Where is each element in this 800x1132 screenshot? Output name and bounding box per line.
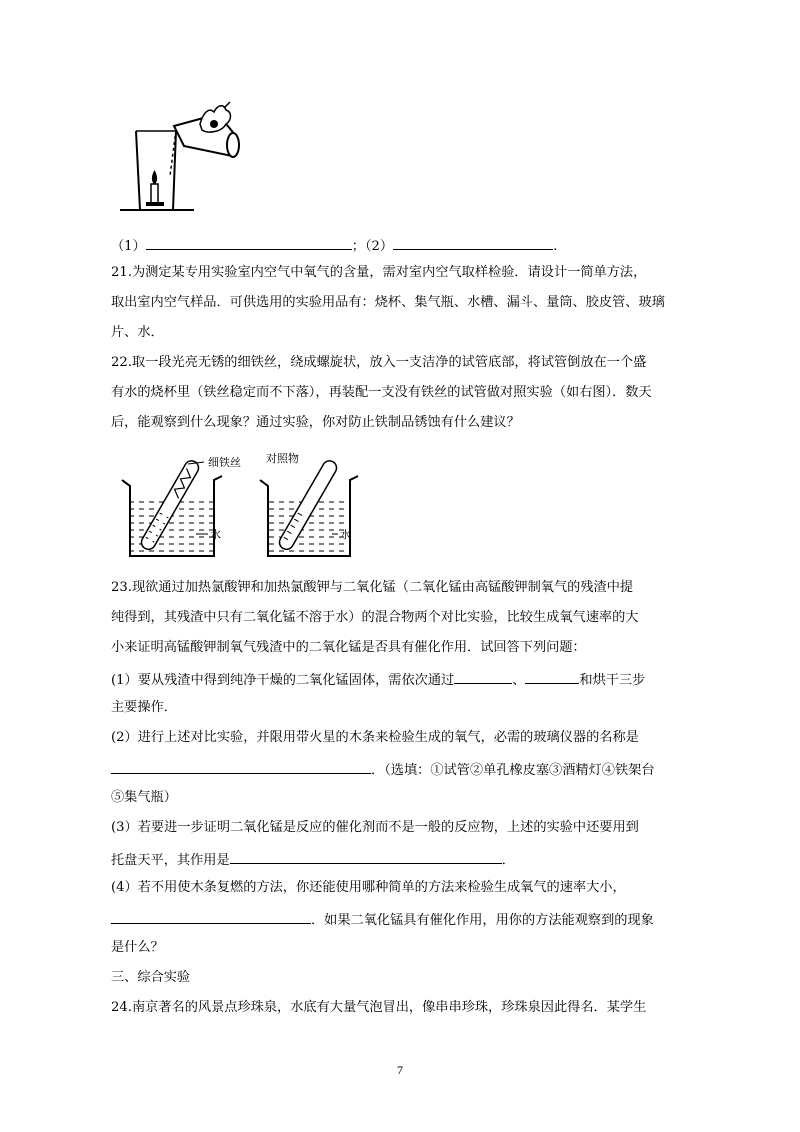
q23-part-4: (4）若不用使木条复燃的方法，你还能使用哪种简单的方法来检验生成氧气的速率大小， (111, 880, 626, 895)
q23-blank-5[interactable] (111, 909, 311, 924)
q23-part-1-end: 和烘干三步 (579, 673, 646, 688)
label-control: 对照物 (266, 452, 299, 465)
q22-line-1: 22.取一段光亮无锈的细铁丝，绕成螺旋状，放入一支洁净的试管底部，将试管倒放在一个盛 (111, 355, 647, 370)
q22-line-2: 有水的烧杯里（铁丝稳定而不下落），再装配一支没有铁丝的试管做对照实验（如右图）．数天 (111, 385, 652, 400)
blanks-end: . (553, 239, 558, 254)
q23-part-1-text: (1）要从残渣中得到纯净干燥的二氧化锰固体，需依次通过 (111, 673, 455, 688)
q23-part-3-end: ． (501, 853, 515, 868)
q23-part-4-answer (111, 909, 654, 930)
q23-blank-1[interactable] (454, 669, 512, 684)
iron-wire-beakers-figure (118, 450, 368, 562)
q21-line-2: 取出室内空气样品．可供选用的实验用品有：烧杯、集气瓶、水槽、漏斗、量筒、胶皮管、玻璃 (111, 295, 665, 310)
q23-blank-2[interactable] (525, 669, 579, 684)
q23-part-4-text: ．如果二氧化锰具有催化作用，用你的方法能观察到的现象 (311, 913, 654, 928)
blank-2-label: ；（2） (351, 239, 394, 254)
q23-part-2-answer (111, 759, 655, 780)
q23-part-2-options: ．（选填：①试管②单孔橡皮塞③酒精灯④铁架台 (371, 763, 655, 778)
q23-part-1-cont: 主要操作． (111, 700, 177, 715)
label-iron-wire: 细铁丝 (208, 456, 241, 469)
page-number: 7 (397, 1063, 403, 1077)
q21-line-1: 21.为测定某专用实验室内空气中氧气的含量，需对室内空气取样检验．请设计一简单方法， (111, 265, 647, 280)
section-3-heading: 三、综合实验 (111, 970, 191, 985)
candle-pouring-figure (118, 98, 258, 214)
blank-1-label: （1） (111, 239, 146, 254)
blank-1[interactable] (146, 235, 352, 250)
q23-part-3-answer (111, 849, 515, 870)
q23-part-2-options-end: ⑤集气瓶） (111, 790, 177, 805)
q23-line-2: 纯得到，其残渣中只有二氧化锰不溶于水）的混合物两个对比实验，比较生成氧气速率的大 (111, 610, 639, 625)
q23-part-1 (111, 669, 645, 690)
q21-line-3: 片、水． (111, 325, 164, 340)
q23-blank-4[interactable] (230, 849, 502, 864)
q23-line-1: 23.现欲通过加热氯酸钾和加热氯酸钾与二氧化锰（二氧化锰由高锰酸钾制氧气的残渣中提 (111, 580, 634, 595)
q23-part-1-sep: 、 (512, 673, 526, 688)
q23-part-3: (3）若要进一步证明二氧化锰是反应的催化剂而不是一般的反应物，上述的实验中还要用到 (111, 820, 639, 835)
q23-blank-3[interactable] (111, 759, 371, 774)
left-beaker (122, 458, 222, 556)
right-beaker (260, 458, 358, 556)
q23-part-3-text: 托盘天平，其作用是 (111, 853, 230, 868)
label-water-left: 水 (210, 528, 221, 541)
q23-part-2: (2）进行上述对比实验，并限用带火星的木条来检验生成的氧气，必需的玻璃仪器的名称是 (111, 730, 639, 745)
q22-line-3: 后，能观察到什么现象？通过实验，你对防止铁制品锈蚀有什么建议？ (111, 415, 520, 430)
q23-line-3: 小来证明高锰酸钾制氧气残渣中的二氧化锰是否具有催化作用．试回答下列问题： (111, 640, 586, 655)
q23-part-4-end: 是什么？ (111, 940, 164, 955)
label-water-right: 水 (340, 528, 351, 541)
blank-2[interactable] (393, 235, 553, 250)
answer-blanks-line (111, 235, 557, 256)
q24-line-1: 24.南京著名的风景点珍珠泉，水底有大量气泡冒出，像串串珍珠，珍珠泉因此得名．某学生 (111, 1000, 647, 1015)
